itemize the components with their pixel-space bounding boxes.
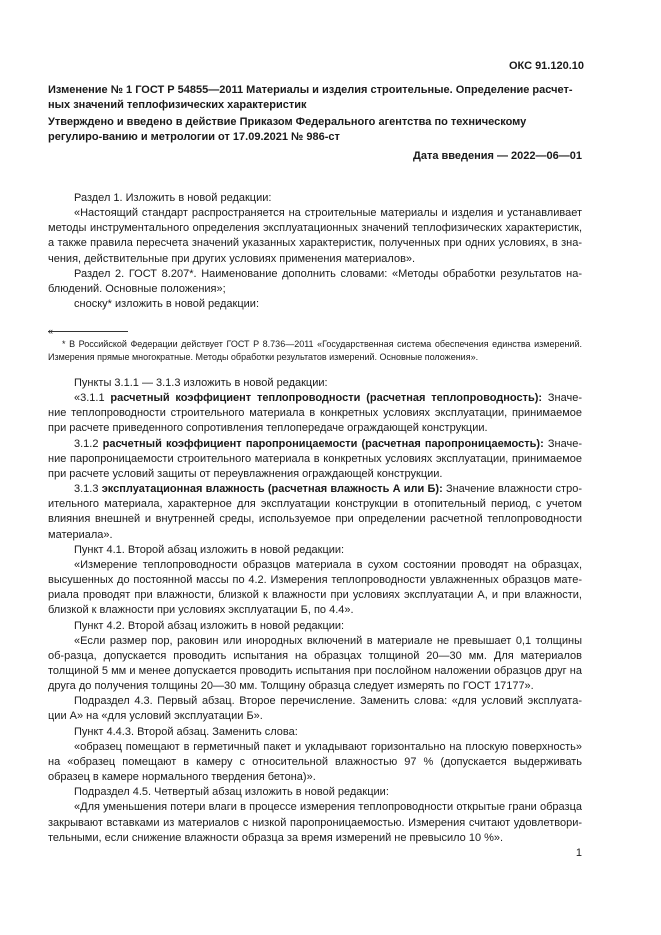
paragraph: Пункты 3.1.1 — 3.1.3 изложить в новой редакции: <box>74 377 328 389</box>
sections-3-4-text <box>48 376 582 846</box>
footnote-open-quote: « <box>48 326 54 336</box>
paragraph: «образец помещают в герметичный пакет и укладывают горизонтально на плоскую поверхность» на «образец помещают в камеру с относительной влажностью 97 % (допускается выдерживать образец в камере нормального твердения бетона)». <box>48 740 582 784</box>
page-number: 1 <box>575 847 582 859</box>
footnote-divider <box>48 331 128 332</box>
paragraph: Раздел 2. ГОСТ 8.207*. Наименование дополнить словами: «Методы обработки результатов на-блюдений. Основные положения»; <box>48 267 582 295</box>
paragraph: «Измерение теплопроводности образцов материала в сухом состоянии проводят на образцах, высушенных до постоянной массы по 4.2. Измерения теплопроводности увлажненных образцов мате-риала проводят при влажности, близкой к влажности при условиях эксплуатации А, и при влажности, близкой к влажности при условиях эксплуатации Б, по 4.4». <box>48 558 582 617</box>
paragraph: Подраздел 4.5. Четвертый абзац изложить в новой редакции: <box>74 786 389 799</box>
term: расчетный коэффициент теплопроводности (расчетная теплопроводность): <box>110 392 543 405</box>
paragraph: «Если размер пор, раковин или инородных включений в материале не превышает 0,1 толщины об-разца, допускается проводить испытания на образцах толщиной 20—30 мм. Для материалов толщиной 5 мм и менее допускается проводить испытания при послойном наложении образцов друг на друга до получения толщины 20—30 мм. Толщину образца следует измерять по ГОСТ 17177». <box>48 634 582 693</box>
paragraph: «Настоящий стандарт распространяется на строительные материалы и изделия и устанавливает методы инструментального определения эксплуатационных значений теплофизических характеристик, а также правила пересчета значений указанных характеристик, полученных при одних условиях, в зна-чения, действительные при других условиях применения материалов». <box>48 207 582 265</box>
amendment-title: Изменение № 1 ГОСТ Р 54855—2011 Материалы и изделия строительные. Определение расчет-ных значений теплофизических характеристик <box>48 84 573 111</box>
term: расчетный коэффициент паропроницаемости (расчетная паропроницаемость): <box>102 437 544 450</box>
oks-code: ОКС 91.120.10 <box>508 60 584 72</box>
section-1-text <box>48 191 582 312</box>
effective-date: Дата введения — 2022—06—01 <box>413 150 582 162</box>
paragraph: «Для уменьшения потери влаги в процессе измерения теплопроводности открытые грани образца закрывают вставками из материалов с низкой паропроницаемостью. Измерения считают удовлетвори-тельными, если снижение влажности образца за время измерений не превысило 10 %». <box>48 801 582 844</box>
paragraph: Пункт 4.4.3. Второй абзац. Заменить слова: <box>74 725 298 738</box>
paragraph: Раздел 1. Изложить в новой редакции: <box>74 192 272 204</box>
paragraph: сноску* изложить в новой редакции: <box>74 298 260 311</box>
term: эксплуатационная влажность (расчетная влажность А или Б): <box>101 483 443 496</box>
approval-statement: Утверждено и введено в действие Приказом Федерального агентства по техническому регулиро-ванию и метрологии от 17.09.2021 № 986-ст <box>48 116 527 143</box>
paragraph: Пункт 4.1. Второй абзац изложить в новой редакции: <box>74 543 345 556</box>
footnote <box>48 338 582 364</box>
definition-3-1-2: 3.1.2 расчетный коэффициент паропроницаемости (расчетная паропроницаемость): Значе-ние паропроницаемости строительного материала в конкретных условиях эксплуатации, принимаемое при расчете условий защиты от переувлажнения ограждающей конструкции. <box>48 437 582 480</box>
definition-3-1-3: 3.1.3 эксплуатационная влажность (расчетная влажность А или Б): Значение влажности стро-ительного материала, характерное для эксплуатации конструкции в отопительный период, с учетом влияния внешней и внутренней среды, используемое при определении расчетной теплопроводности материала». <box>48 483 582 541</box>
paragraph: Подраздел 4.3. Первый абзац. Второе перечисление. Заменить слова: «для условий эксплуата-ции А» на «для условий эксплуатации Б». <box>48 695 582 723</box>
paragraph: Пункт 4.2. Второй абзац изложить в новой редакции: <box>74 619 345 632</box>
footnote-text: * В Российской Федерации действует ГОСТ Р 8.736—2011 «Государственная система обеспечения единства измерений. Измерения прямые многократные. Методы обработки результатов измерений. Основные положения». <box>48 339 582 362</box>
definition-3-1-1: «3.1.1 расчетный коэффициент теплопроводности (расчетная теплопроводность): Значе-ние теплопроводности строительного материала в конкретных условиях эксплуатации, принимаемое при расчете приведенного сопротивления теплопередаче ограждающей конструкции. <box>48 392 582 435</box>
